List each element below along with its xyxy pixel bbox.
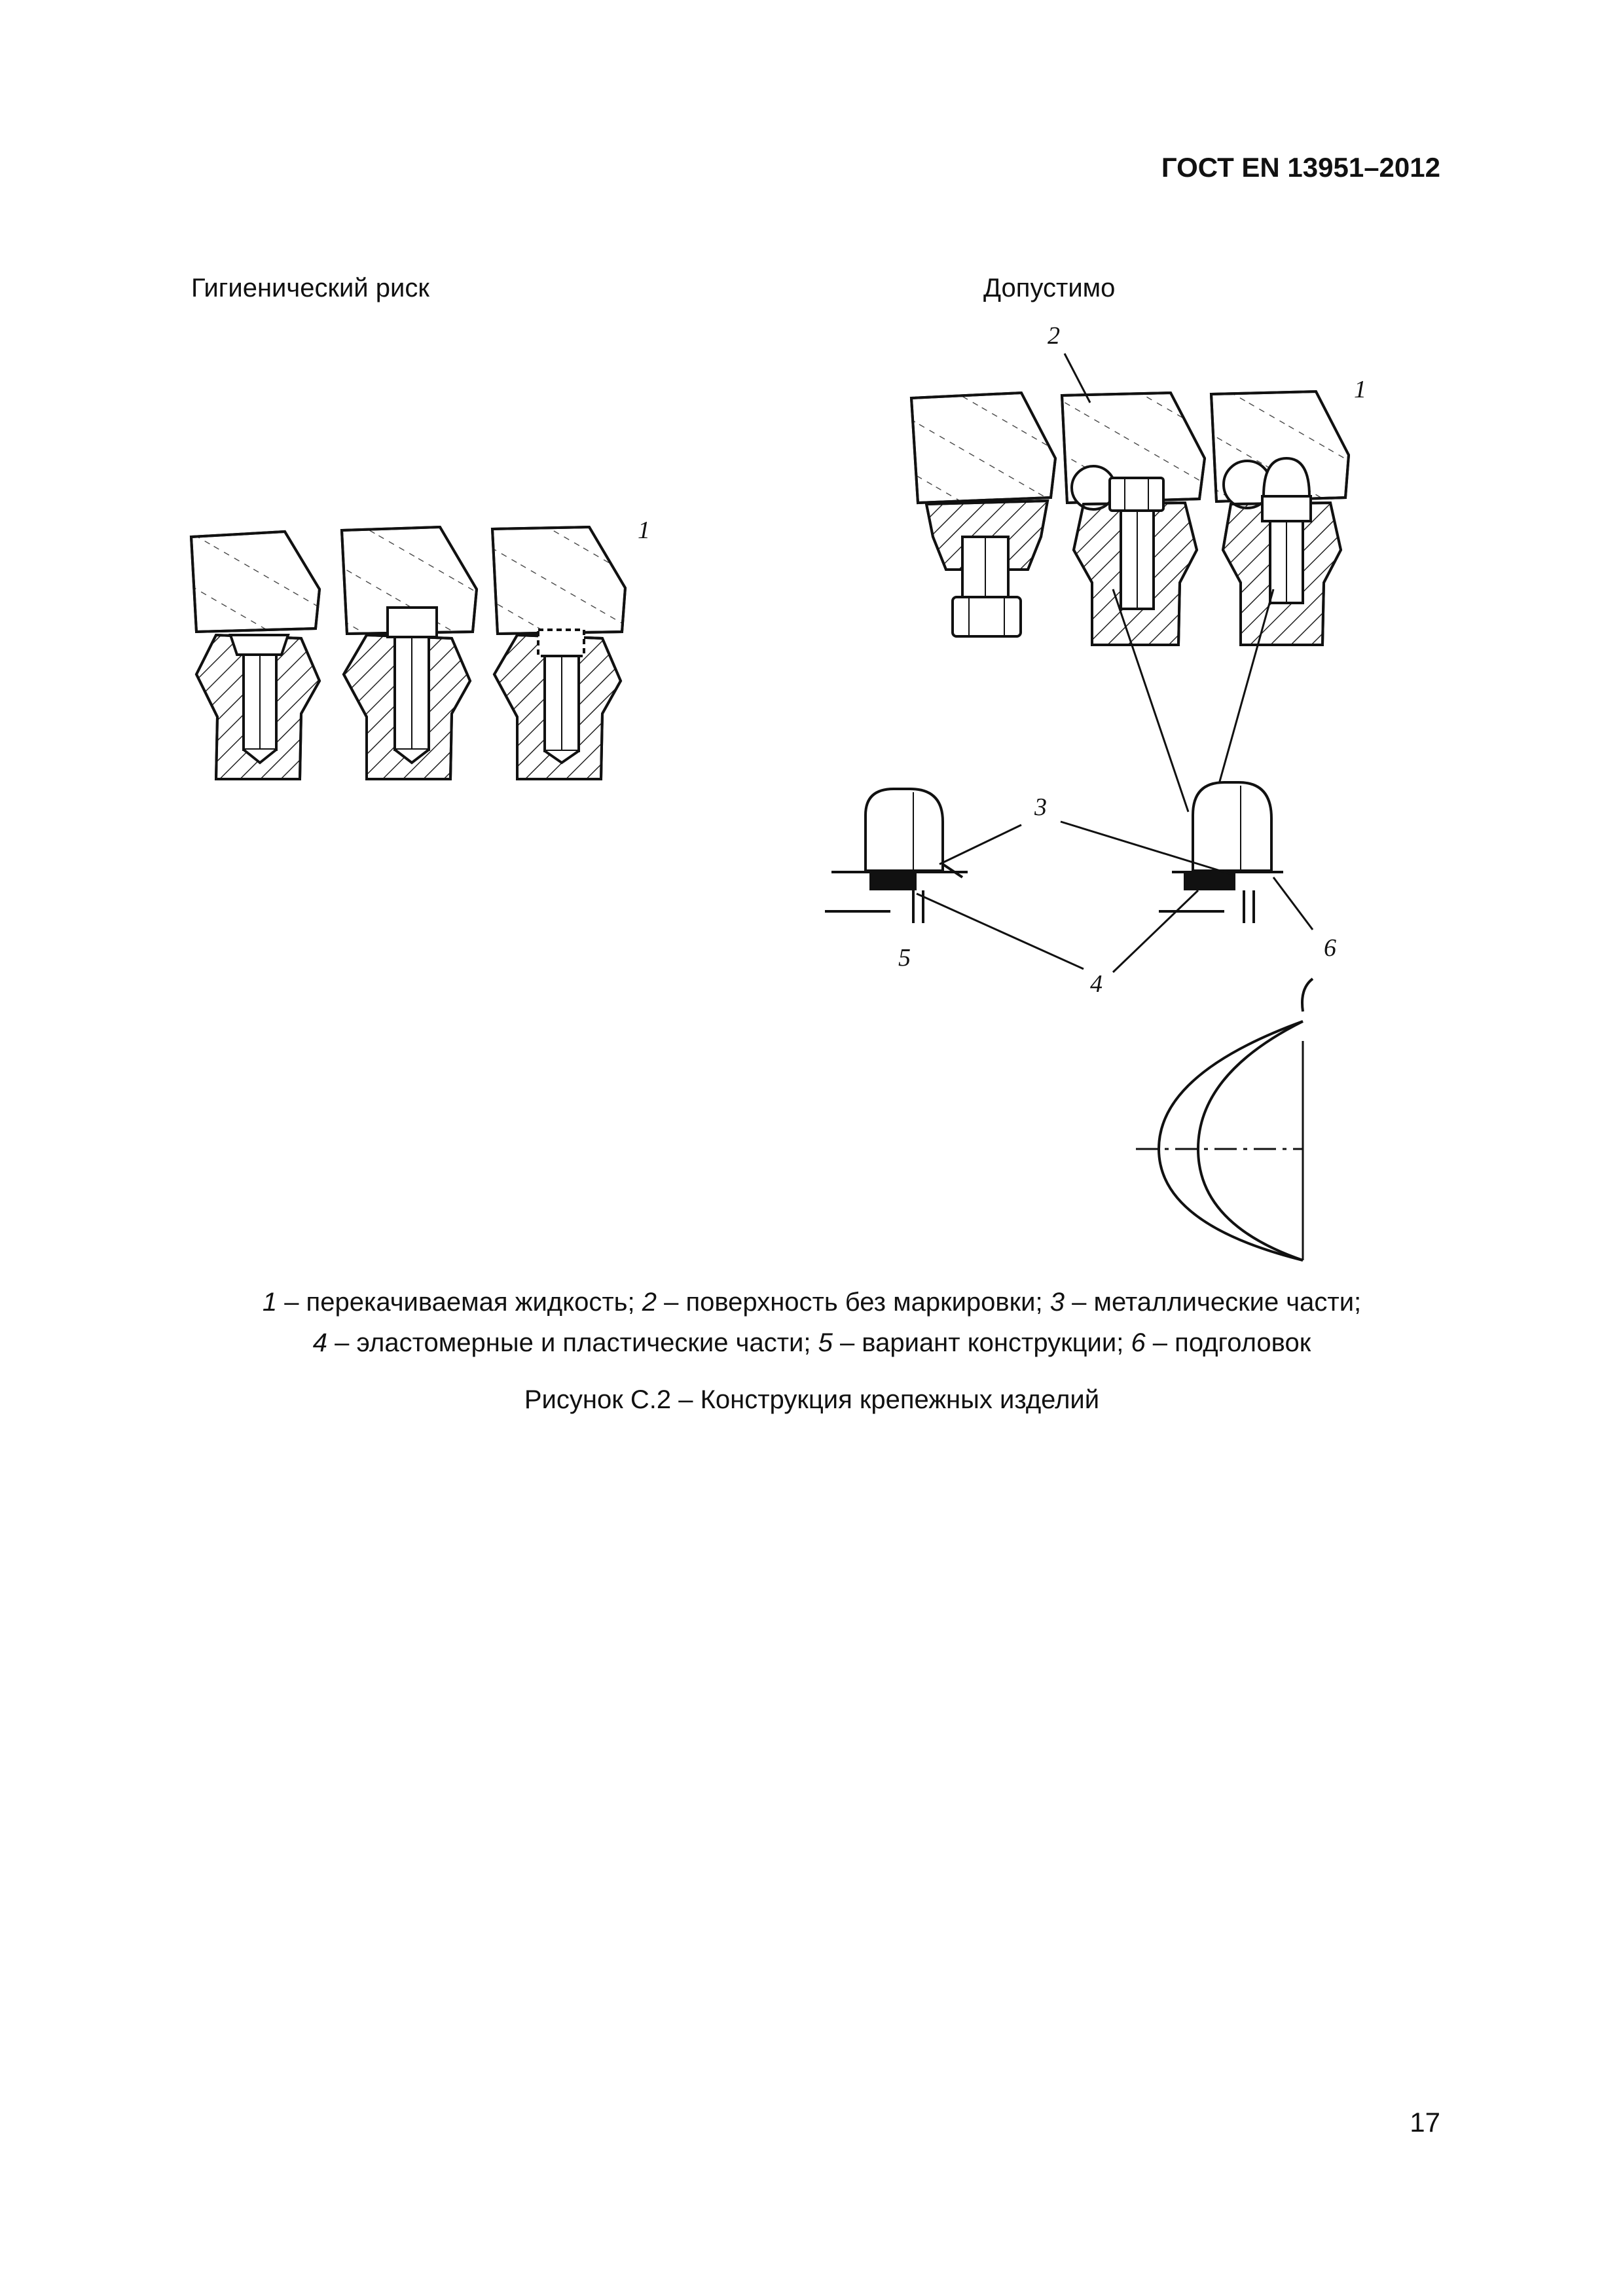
- callout-4: 4: [1090, 970, 1103, 998]
- legend-num-4: 4: [312, 1328, 328, 1357]
- figure-caption: Рисунок С.2 – Конструкция крепежных изделий: [524, 1385, 1100, 1414]
- leader-3a: [939, 825, 1021, 864]
- legend-num-5: 5: [818, 1328, 833, 1357]
- panel-label-hygienic-risk: Гигиенический риск: [191, 274, 429, 302]
- risk-fastener-2: [342, 527, 477, 779]
- dome-detail-main: [1159, 782, 1283, 923]
- leader-6: [1273, 877, 1313, 930]
- legend-text-3: – металлические части;: [1064, 1288, 1362, 1317]
- crescent-detail: [1136, 979, 1313, 1260]
- callout-1-risk: 1: [638, 517, 650, 544]
- dome-detail-variant: [825, 789, 968, 923]
- legend-text-5: – вариант конструкции;: [832, 1328, 1131, 1357]
- legend-text-1: – перекачиваемая жидкость;: [277, 1288, 642, 1317]
- panel-label-acceptable: Допустимо: [983, 274, 1116, 302]
- page-number: 17: [1410, 2107, 1440, 2138]
- legend-line-2: [92, 1322, 1532, 1363]
- legend-text-2: – поверхность без маркировки;: [656, 1288, 1050, 1317]
- figure-legend: [92, 1282, 1532, 1363]
- legend-text-6: – подголовок: [1145, 1328, 1311, 1357]
- ok-fastener-1-nut: [911, 393, 1055, 636]
- legend-num-3: 3: [1049, 1288, 1065, 1317]
- legend-num-2: 2: [642, 1288, 657, 1317]
- legend-num-1: 1: [262, 1288, 278, 1317]
- document-header: ГОСТ EN 13951–2012: [1161, 152, 1440, 183]
- callout-3: 3: [1034, 793, 1047, 821]
- legend-num-6: 6: [1131, 1328, 1146, 1357]
- risk-fastener-1: [191, 532, 319, 779]
- callout-2: 2: [1048, 322, 1060, 350]
- ok-fastener-2-hex-seal: [1062, 393, 1205, 645]
- leader-4a: [917, 894, 1084, 969]
- callout-1-ok: 1: [1354, 376, 1366, 403]
- legend-line-1: [92, 1282, 1532, 1322]
- risk-fastener-3: [492, 527, 625, 779]
- callout-6: 6: [1324, 934, 1336, 962]
- leader-4b: [1113, 890, 1198, 972]
- callout-5: 5: [898, 944, 911, 972]
- legend-text-4: – эластомерные и пластические части;: [327, 1328, 818, 1357]
- ok-fastener-3-dome: [1211, 392, 1349, 645]
